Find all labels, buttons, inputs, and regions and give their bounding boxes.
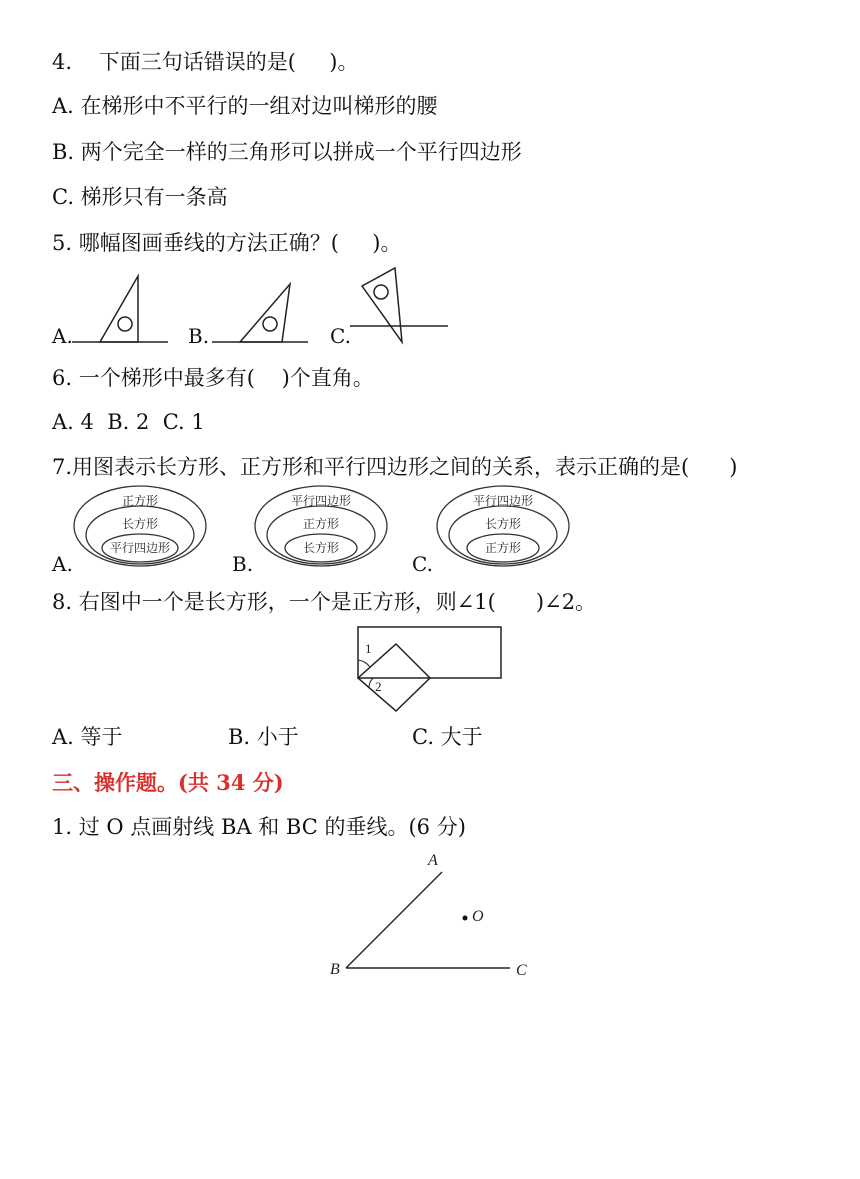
q7-a-inner: 平行四边形	[109, 541, 171, 555]
q7-label-c: C.	[412, 552, 433, 576]
q4-option-b: B. 两个完全一样的三角形可以拼成一个平行四边形	[52, 140, 522, 164]
q4-stem: 4. 下面三句话错误的是( )。	[52, 50, 359, 74]
q5-label-c: C.	[330, 324, 351, 348]
q7-b-outer: 平行四边形	[290, 494, 352, 508]
q5-figure-b	[212, 284, 308, 342]
q7-diagram-a	[74, 486, 206, 566]
q7-c-outer: 平行四边形	[472, 494, 534, 508]
q7-label-a: A.	[52, 552, 73, 576]
section3-q1-stem: 1. 过 O 点画射线 BA 和 BC 的垂线。(6 分)	[52, 815, 466, 839]
section3-q1-figure	[320, 845, 540, 985]
q7-stem: 7.用图表示长方形、正方形和平行四边形之间的关系，表示正确的是( )	[52, 455, 738, 479]
q8-rectangle	[358, 627, 501, 678]
q7-a-outer: 正方形	[121, 494, 159, 508]
q7-a-middle: 长方形	[121, 517, 159, 531]
q8-angle-1: 1	[365, 641, 372, 656]
q7-diagrams	[0, 484, 860, 574]
q8-stem: 8. 右图中一个是长方形，一个是正方形，则∠1( )∠2。	[52, 590, 597, 614]
q7-b-middle: 正方形	[302, 517, 340, 531]
q4-option-c: C. 梯形只有一条高	[52, 185, 228, 209]
point-o	[463, 916, 468, 921]
q8-figure	[340, 618, 520, 718]
label-b: B	[330, 961, 340, 978]
q5-label-b: B.	[188, 324, 210, 348]
section3-title: 三、操作题。(共 34 分)	[52, 770, 284, 795]
q5-figure-c	[350, 268, 448, 342]
q6-options: A. 4 B. 2 C. 1	[52, 410, 205, 434]
q8-option-c: C. 大于	[412, 725, 483, 749]
q8-option-a: A. 等于	[52, 725, 123, 749]
q7-diagram-c	[437, 486, 569, 566]
q8-angle-2: 2	[375, 679, 382, 694]
q5-stem: 5. 哪幅图画垂线的方法正确？( )。	[52, 231, 402, 255]
q5-figures	[0, 260, 860, 355]
label-a: A	[428, 852, 438, 869]
q7-c-middle: 长方形	[484, 517, 522, 531]
q8-option-b: B. 小于	[228, 725, 299, 749]
ray-ba	[346, 872, 442, 968]
label-c: C	[516, 962, 527, 979]
q7-label-b: B.	[232, 552, 254, 576]
q6-stem: 6. 一个梯形中最多有( )个直角。	[52, 366, 374, 390]
q7-b-inner: 长方形	[302, 541, 340, 555]
q7-diagram-b	[255, 486, 387, 566]
q4-option-a: A. 在梯形中不平行的一组对边叫梯形的腰	[52, 94, 438, 118]
q5-label-a: A.	[52, 324, 73, 348]
q5-figure-a	[72, 276, 168, 342]
q7-c-inner: 正方形	[484, 541, 522, 555]
label-o: O	[472, 908, 484, 925]
